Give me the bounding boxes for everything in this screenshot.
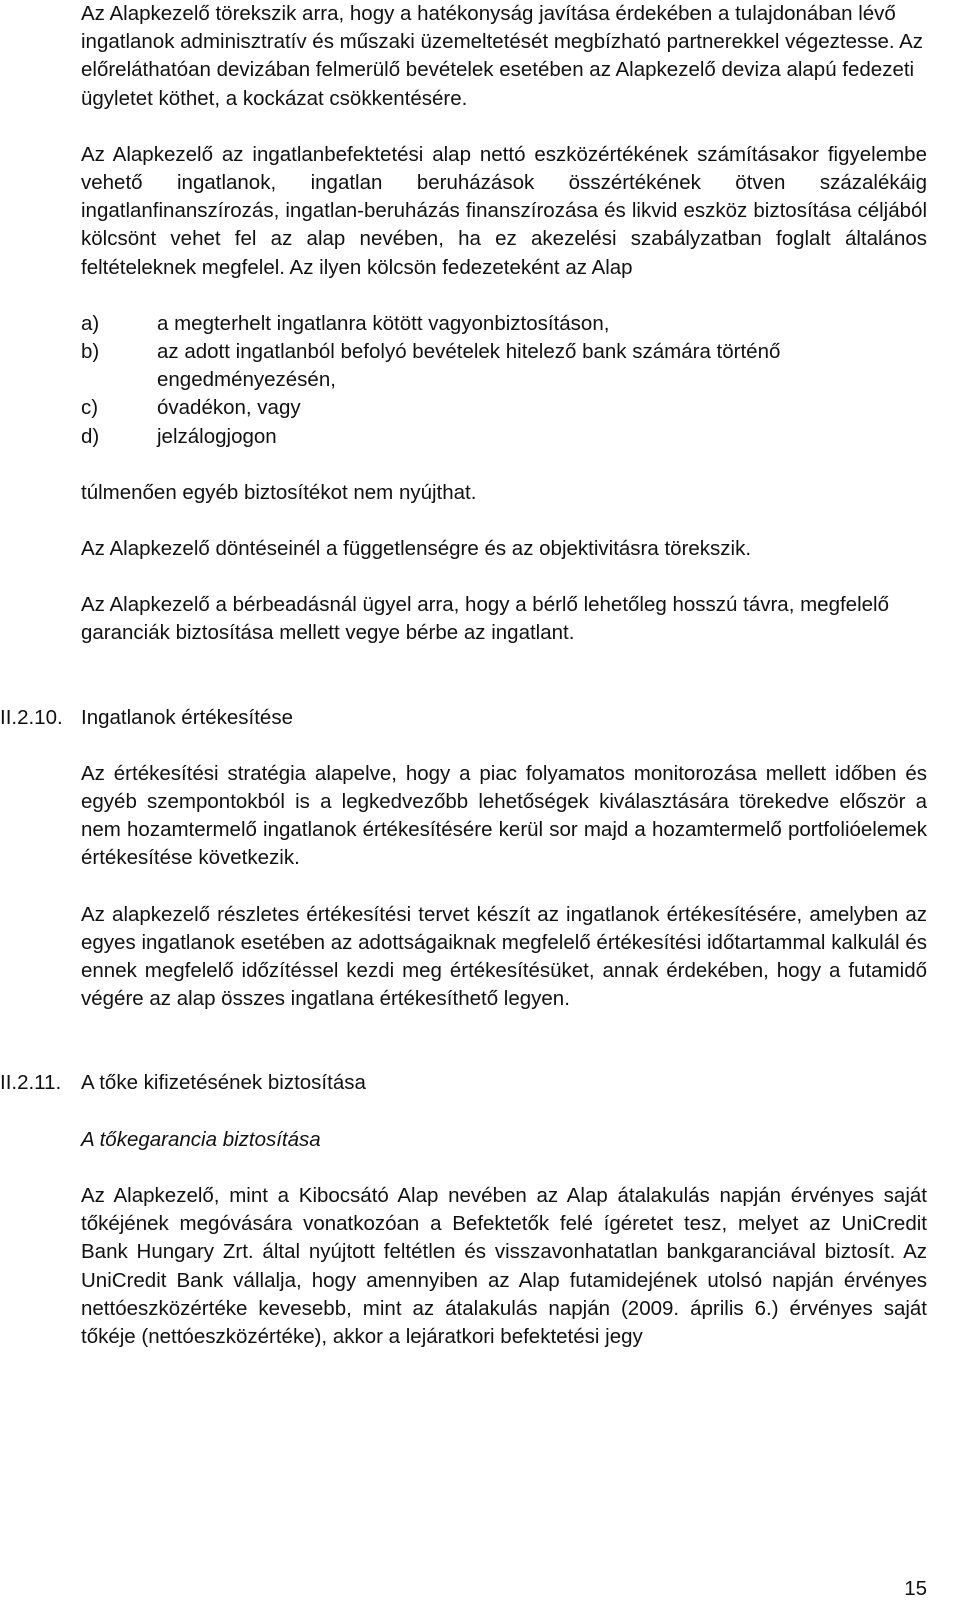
- list-item: [81, 338, 927, 394]
- list-item-text: óvadékon, vagy: [157, 396, 301, 420]
- list-item: [81, 423, 927, 451]
- paragraph-capital-guarantee: Az Alapkezelő, mint a Kibocsátó Alap nevében az Alap átalakulás napján érvényes saját tőkéjének megóvására vonatkozóan a Befektetők felé ígéretet tesz, melyet az UniCredit Bank Hungary Zrt. által nyújtott feltétlen és visszavonhatatlan bankgaranciával biztosít. Az UniCredit Bank vállalja, hogy amennyiben az Alap futamidejének utolsó napján érvényes nettóeszközértéke kevesebb, mint az átalakulás napján (2009. április 6.) érvényes saját tőkéje (nettóeszközértéke), akkor a lejáratkori befektetési jegy: [81, 1183, 927, 1348]
- list-item-text: a megterhelt ingatlanra kötött vagyonbiztosításon,: [157, 311, 610, 335]
- list-item-label: c): [81, 396, 99, 420]
- paragraph-loan-conditions: Az Alapkezelő az ingatlanbefektetési alap nettó eszközértékének számításakor figyelembe vehető ingatlanok, ingatlan beruházások összértékének ötven százalékáig ingatlanfinanszírozás, ingatlan-beruházás finanszírozása és likvid eszköz biztosítása céljából kölcsönt vehet fel az alap nevében, ha ez akezelési szabályzatban foglalt általános feltételeknek megfelel. Az ilyen kölcsön fedezeteként az Alap: [81, 142, 927, 279]
- paragraph-sales-plan: Az alapkezelő részletes értékesítési tervet készít az ingatlanok értékesítésére, amelyben az egyes ingatlanok esetében az adottságaiknak megfelelő értékesítési időtartammal kalkulál és ennek megfelelő időzítéssel kezdi meg értékesítésüket, annak érdekében, hogy a futamidő végére az alap összes ingatlana értékesíthető legyen.: [81, 902, 927, 1011]
- paragraph-independence: Az Alapkezelő döntéseinél a függetlenségre és az objektivitásra törekszik.: [81, 537, 752, 561]
- list-item-label: a): [81, 311, 100, 335]
- paragraph-no-other-collateral: túlmenően egyéb biztosítékot nem nyújthat.: [81, 480, 477, 504]
- paragraph-leasing: Az Alapkezelő a bérbeadásnál ügyel arra, hogy a bérlő lehetőleg hosszú távra, megfelelő garanciák biztosítása mellett vegye bérbe az ingatlant.: [81, 593, 889, 645]
- list-item-text: jelzálogjogon: [157, 424, 277, 448]
- section-number: II.2.10.: [0, 705, 63, 729]
- paragraph-property-management: Az Alapkezelő törekszik arra, hogy a hatékonyság javítása érdekében a tulajdonában lévő ingatlanok adminisztratív és műszaki üzemeltetését megbízható partnerekkel végeztesse. Az előreláthatóan devizában felmerülő bevételek esetében az Alapkezelő deviza alapú fedezeti ügyletet köthet, a kockázat csökkentésére.: [81, 2, 924, 110]
- section-subtitle: A tőkegarancia biztosítása: [81, 1127, 321, 1151]
- section-title: Ingatlanok értékesítése: [81, 705, 293, 729]
- paragraph-sales-strategy: Az értékesítési stratégia alapelve, hogy a piac folyamatos monitorozása mellett időben és egyéb szempontokból is a legkedvezőbb lehetőségek kiválasztására törekedve először a nem hozamtermelő ingatlanok értékesítésére kerül sor majd a hozamtermelő portfolióelemek értékesítése következik.: [81, 761, 927, 870]
- section-heading-2-2-11: [0, 1069, 927, 1097]
- list-item-text: az adott ingatlanból befolyó bevételek hitelező bank számára történő engedményezésén,: [157, 340, 781, 392]
- section-heading-2-2-10: [0, 704, 927, 732]
- collateral-list: [81, 310, 927, 451]
- list-item-label: d): [81, 424, 100, 448]
- section-title: A tőke kifizetésének biztosítása: [81, 1071, 366, 1095]
- section-number: II.2.11.: [0, 1071, 62, 1095]
- list-item-label: b): [81, 340, 100, 364]
- list-item: [81, 394, 927, 422]
- page-number: 15: [904, 1577, 927, 1600]
- list-item: [81, 310, 927, 338]
